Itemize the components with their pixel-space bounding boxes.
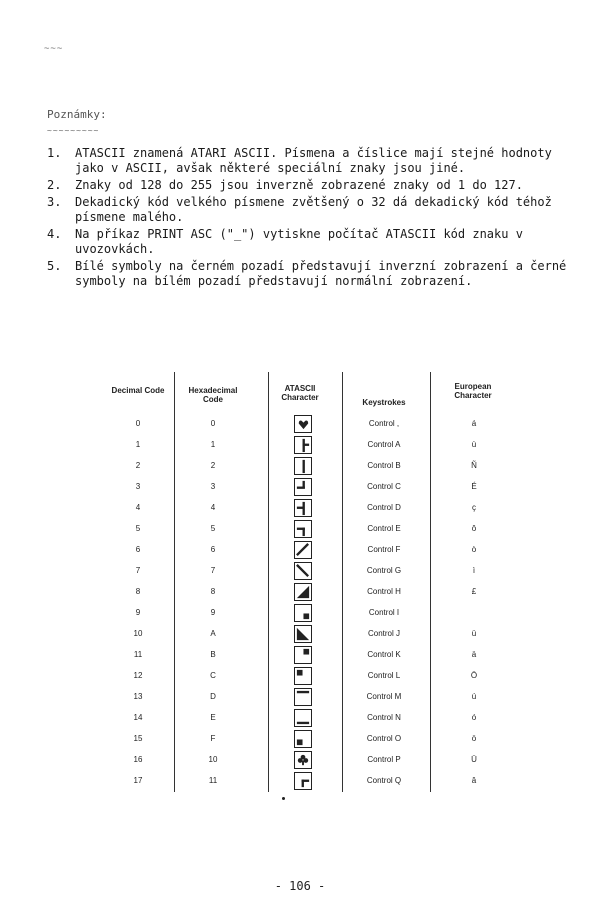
left-tee-glyph bbox=[294, 436, 312, 454]
header-keystrokes: Keystrokes bbox=[362, 398, 406, 407]
table-row bbox=[108, 624, 510, 645]
decimal-code: 11 bbox=[133, 650, 143, 659]
hex-code: 5 bbox=[210, 524, 216, 533]
keystroke: Control P bbox=[367, 755, 401, 764]
european-char: á bbox=[471, 419, 477, 428]
table-row bbox=[108, 456, 510, 477]
table-row bbox=[108, 498, 510, 519]
table-row bbox=[108, 687, 510, 708]
keystroke: Control G bbox=[366, 566, 402, 575]
decimal-code: 5 bbox=[135, 524, 141, 533]
heart-glyph bbox=[294, 415, 312, 433]
table-row bbox=[108, 729, 510, 750]
decimal-code: 8 bbox=[135, 587, 141, 596]
keystroke: Control Q bbox=[366, 776, 402, 785]
note-text: Dekadický kód velkého písmene zvětšený o 32 dá dekadický kód téhož písmene malého. bbox=[75, 195, 552, 224]
keystroke: Control E bbox=[367, 524, 401, 533]
european-char: Ö bbox=[470, 671, 478, 680]
block-bl-glyph bbox=[294, 730, 312, 748]
table-row bbox=[108, 666, 510, 687]
keystroke: Control K bbox=[367, 650, 401, 659]
table-row bbox=[108, 771, 510, 792]
slash-glyph bbox=[294, 541, 312, 559]
top-bar-glyph bbox=[294, 688, 312, 706]
hex-code: 7 bbox=[210, 566, 216, 575]
corner-br-glyph bbox=[294, 478, 312, 496]
hex-code: 6 bbox=[210, 545, 216, 554]
keystroke: Control D bbox=[367, 503, 401, 512]
header-european: European Character bbox=[454, 382, 492, 400]
note-item bbox=[47, 146, 575, 176]
european-char: É bbox=[471, 482, 477, 491]
keystroke: Control C bbox=[367, 482, 401, 491]
keystroke: Control F bbox=[367, 545, 401, 554]
keystroke: Control I bbox=[368, 608, 400, 617]
hex-code: D bbox=[210, 692, 216, 701]
corner-tr-glyph bbox=[294, 520, 312, 538]
bottom-bar-glyph bbox=[294, 709, 312, 727]
page-mark: ~~~ bbox=[44, 44, 64, 54]
european-char: £ bbox=[471, 587, 477, 596]
keystroke: Control J bbox=[367, 629, 400, 638]
hex-code: 9 bbox=[210, 608, 216, 617]
decimal-code: 16 bbox=[133, 755, 143, 764]
european-char: ü bbox=[471, 629, 477, 638]
stray-dot bbox=[282, 797, 285, 800]
triangle-br-glyph bbox=[294, 583, 312, 601]
decimal-code: 6 bbox=[135, 545, 141, 554]
table-row bbox=[108, 750, 510, 771]
table-row bbox=[108, 645, 510, 666]
decimal-code: 17 bbox=[133, 776, 143, 785]
hex-code: 2 bbox=[210, 461, 216, 470]
keystroke: Control A bbox=[367, 440, 401, 449]
note-text: Znaky od 128 do 255 jsou inverzně zobrazené znaky od 1 do 127. bbox=[75, 178, 523, 192]
decimal-code: 9 bbox=[135, 608, 141, 617]
decimal-code: 14 bbox=[133, 713, 143, 722]
table-row bbox=[108, 540, 510, 561]
keystroke: Control M bbox=[366, 692, 402, 701]
keystroke: Control , bbox=[368, 419, 400, 428]
table-body bbox=[108, 414, 510, 792]
european-char: Ü bbox=[471, 755, 477, 764]
note-number: 2. bbox=[47, 178, 62, 192]
note-item bbox=[47, 227, 575, 257]
page-number: - 106 - bbox=[274, 879, 326, 893]
decimal-code: 7 bbox=[135, 566, 141, 575]
hex-code: C bbox=[210, 671, 216, 680]
hex-code: 0 bbox=[210, 419, 216, 428]
decimal-code: 13 bbox=[133, 692, 143, 701]
keystroke: Control O bbox=[366, 734, 402, 743]
table-row bbox=[108, 519, 510, 540]
keystroke: Control B bbox=[367, 461, 401, 470]
decimal-code: 0 bbox=[135, 419, 141, 428]
hex-code: E bbox=[210, 713, 216, 722]
european-char: ú bbox=[471, 692, 477, 701]
european-char: ù bbox=[471, 440, 477, 449]
keystroke: Control H bbox=[367, 587, 401, 596]
note-item bbox=[47, 195, 575, 225]
hex-code: 11 bbox=[208, 776, 218, 785]
note-number: 4. bbox=[47, 227, 62, 241]
notes-list bbox=[47, 146, 575, 291]
hex-code: 3 bbox=[210, 482, 216, 491]
right-bar-glyph bbox=[294, 457, 312, 475]
european-char: Ñ bbox=[471, 461, 477, 470]
european-char: ô bbox=[471, 524, 477, 533]
header-atascii: ATASCII Character bbox=[281, 384, 319, 402]
table-row bbox=[108, 414, 510, 435]
hex-code: 1 bbox=[210, 440, 216, 449]
european-char: â bbox=[471, 776, 477, 785]
hex-code: 4 bbox=[210, 503, 216, 512]
decimal-code: 4 bbox=[135, 503, 141, 512]
note-text: Na příkaz PRINT ASC ("_") vytiskne počítač ATASCII kód znaku v uvozovkách. bbox=[75, 227, 523, 256]
note-item bbox=[47, 259, 575, 289]
block-tr-glyph bbox=[294, 646, 312, 664]
note-text: ATASCII znamená ATARI ASCII. Písmena a číslice mají stejné hodnoty jako v ASCII, avšak některé speciální znaky jsou jiné. bbox=[75, 146, 552, 175]
right-tee-glyph bbox=[294, 499, 312, 517]
european-char: ä bbox=[471, 650, 477, 659]
keystroke: Control L bbox=[367, 671, 401, 680]
note-number: 3. bbox=[47, 195, 62, 209]
backslash-glyph bbox=[294, 562, 312, 580]
club-glyph bbox=[294, 751, 312, 769]
decimal-code: 15 bbox=[133, 734, 143, 743]
european-char: ö bbox=[471, 734, 477, 743]
decimal-code: 1 bbox=[135, 440, 141, 449]
block-br-glyph bbox=[294, 604, 312, 622]
atascii-table bbox=[108, 372, 510, 785]
block-tl-glyph bbox=[294, 667, 312, 685]
hex-code: A bbox=[210, 629, 216, 638]
table-row bbox=[108, 435, 510, 456]
decimal-code: 2 bbox=[135, 461, 141, 470]
decimal-code: 10 bbox=[133, 629, 143, 638]
keystroke: Control N bbox=[367, 713, 401, 722]
european-char: ó bbox=[471, 713, 477, 722]
table-row bbox=[108, 477, 510, 498]
hex-code: B bbox=[210, 650, 216, 659]
corner-tl-glyph bbox=[294, 772, 312, 790]
decimal-code: 3 bbox=[135, 482, 141, 491]
table-row bbox=[108, 582, 510, 603]
hex-code: 8 bbox=[210, 587, 216, 596]
header-hex: Hexadecimal Code bbox=[188, 386, 238, 404]
table-row bbox=[108, 561, 510, 582]
notes-title: Poznámky: bbox=[47, 108, 107, 121]
note-text: Bílé symboly na černém pozadí představují inverzní zobrazení a černé symboly na bílém pozadí představují normální zobrazení. bbox=[75, 259, 567, 288]
notes-underline: ~~~~~~~~~ bbox=[47, 126, 100, 135]
header-decimal: Decimal Code bbox=[111, 386, 165, 395]
hex-code: F bbox=[210, 734, 216, 743]
european-char: ç bbox=[472, 503, 476, 512]
hex-code: 10 bbox=[208, 755, 218, 764]
table-header bbox=[108, 372, 510, 412]
note-number: 5. bbox=[47, 259, 62, 273]
european-char: ì bbox=[472, 566, 476, 575]
note-number: 1. bbox=[47, 146, 62, 160]
table-row bbox=[108, 708, 510, 729]
table-row bbox=[108, 603, 510, 624]
triangle-bl-glyph bbox=[294, 625, 312, 643]
note-item bbox=[47, 178, 575, 193]
decimal-code: 12 bbox=[133, 671, 143, 680]
european-char: ò bbox=[471, 545, 477, 554]
